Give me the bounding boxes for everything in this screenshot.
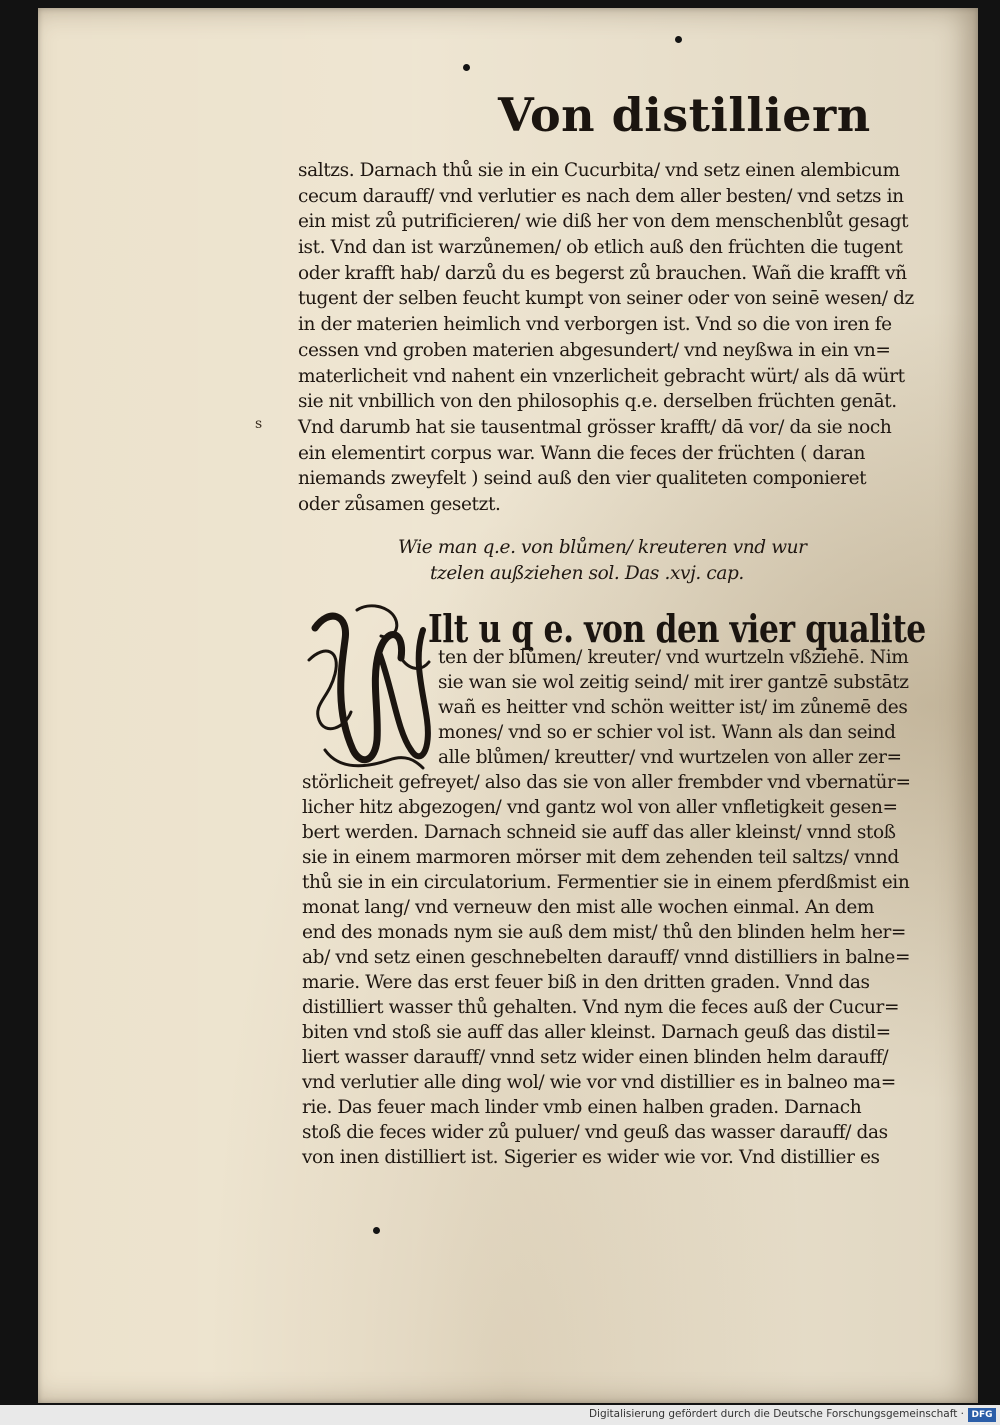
text-line: distilliert wasser thů gehalten. Vnd nym die feces auß der Cucur=	[302, 997, 900, 1018]
text-line: Vnd darumb hat sie tausentmal grösser krafft/ dā vor/ da sie noch	[298, 417, 892, 438]
text-line: ten der blůmen/ kreuter/ vnd wurtzeln vßziehē. Nim	[438, 647, 909, 668]
text-line: stoß die feces wider zů puluer/ vnd geuß das wasser darauff/ das	[302, 1122, 888, 1143]
text-line: sie wan sie wol zeitig seind/ mit irer gantzē substātz	[438, 672, 909, 693]
text-line: thů sie in ein circulatorium. Fermentier sie in einem pferdßmist ein	[302, 872, 910, 893]
text-line: cecum darauff/ vnd verlutier es nach dem aller besten/ vnd setzs in	[298, 186, 904, 207]
text-line: vnd verlutier alle ding wol/ wie vor vnd distillier es in balneo ma=	[302, 1072, 896, 1093]
text-line: ab/ vnd setz einen geschnebelten darauff/ vnnd distilliers in balne=	[302, 947, 911, 968]
chapter-heading-line: tzelen außziehen sol. Das .xvj. cap.	[430, 563, 744, 584]
text-line: liert wasser darauff/ vnnd setz wider einen blinden helm darauff/	[302, 1047, 889, 1068]
text-line: bert werden. Darnach schneid sie auff das aller kleinst/ vnnd stoß	[302, 822, 896, 843]
binding-dot-bottom	[373, 1227, 380, 1234]
text-line: alle blůmen/ kreutter/ vnd wurtzelen von aller zer=	[438, 747, 902, 768]
text-line: cessen vnd groben materien abgesundert/ vnd neyßwa in ein vn=	[298, 340, 891, 361]
chapter-heading-line: Wie man q.e. von blůmen/ kreuteren vnd wur	[398, 537, 807, 558]
text-line: ein mist zů putrificieren/ wie diß her von dem menschenblůt gesagt	[298, 211, 909, 232]
text-line: ein elementirt corpus war. Wann die feces der früchten ( daran	[298, 443, 866, 464]
text-line: wañ es heitter vnd schön weitter ist/ im zůnemē des	[438, 697, 908, 718]
text-line: end des monads nym sie auß dem mist/ thů den blinden helm her=	[302, 922, 907, 943]
text-line: oder zůsamen gesetzt.	[298, 494, 501, 515]
text-line: störlicheit gefreyet/ also das sie von aller frembder vnd vbernatür=	[302, 772, 911, 793]
margin-mark: s	[255, 416, 263, 432]
text-line: saltzs. Darnach thů sie in ein Cucurbita/ vnd setz einen alembicum	[298, 160, 900, 181]
binding-dot-top	[675, 36, 682, 43]
text-line: sie in einem marmoren mörser mit dem zehenden teil saltzs/ vnnd	[302, 847, 899, 868]
text-line: tugent der selben feucht kumpt von seiner oder von seinē wesen/ dz	[298, 288, 914, 309]
chapter-opening-line: Ilt u q e. von den vier qualite	[428, 606, 926, 651]
text-line: marie. Were das erst feuer biß in den dritten graden. Vnnd das	[302, 972, 870, 993]
text-line: monat lang/ vnd verneuw den mist alle wochen einmal. An dem	[302, 897, 875, 918]
footer-credit: Digitalisierung gefördert durch die Deutsche Forschungsgemeinschaft ·	[588, 1408, 964, 1420]
text-line: mones/ vnd so er schier vol ist. Wann als dan seind	[438, 722, 896, 743]
text-line: materlicheit vnd nahent ein vnzerlicheit gebracht würt/ als dā würt	[298, 366, 905, 387]
text-line: licher hitz abgezogen/ vnd gantz wol von aller vnfletigkeit gesen=	[302, 797, 898, 818]
decorated-initial-w-icon	[305, 600, 433, 770]
text-line: rie. Das feuer mach linder vmb einen halben graden. Darnach	[302, 1097, 862, 1118]
text-line: von inen distilliert ist. Sigerier es wider wie vor. Vnd distillier es	[302, 1147, 880, 1168]
text-line: in der materien heimlich vnd verborgen ist. Vnd so die von iren fe	[298, 314, 892, 335]
binding-dot-second	[463, 64, 470, 71]
text-line: sie nit vnbillich von den philosophis q.e. derselben früchten genāt.	[298, 391, 897, 412]
text-line: niemands zweyfelt ) seind auß den vier qualiteten componieret	[298, 468, 867, 489]
text-line: oder krafft hab/ darzů du es begerst zů brauchen. Wañ die krafft vñ	[298, 263, 907, 284]
running-head: Von distilliern	[498, 88, 871, 142]
dfg-logo-icon: DFG	[968, 1408, 996, 1422]
text-line: ist. Vnd dan ist warzůnemen/ ob etlich auß den früchten die tugent	[298, 237, 903, 258]
text-line: biten vnd stoß sie auff das aller kleinst. Darnach geuß das distil=	[302, 1022, 891, 1043]
